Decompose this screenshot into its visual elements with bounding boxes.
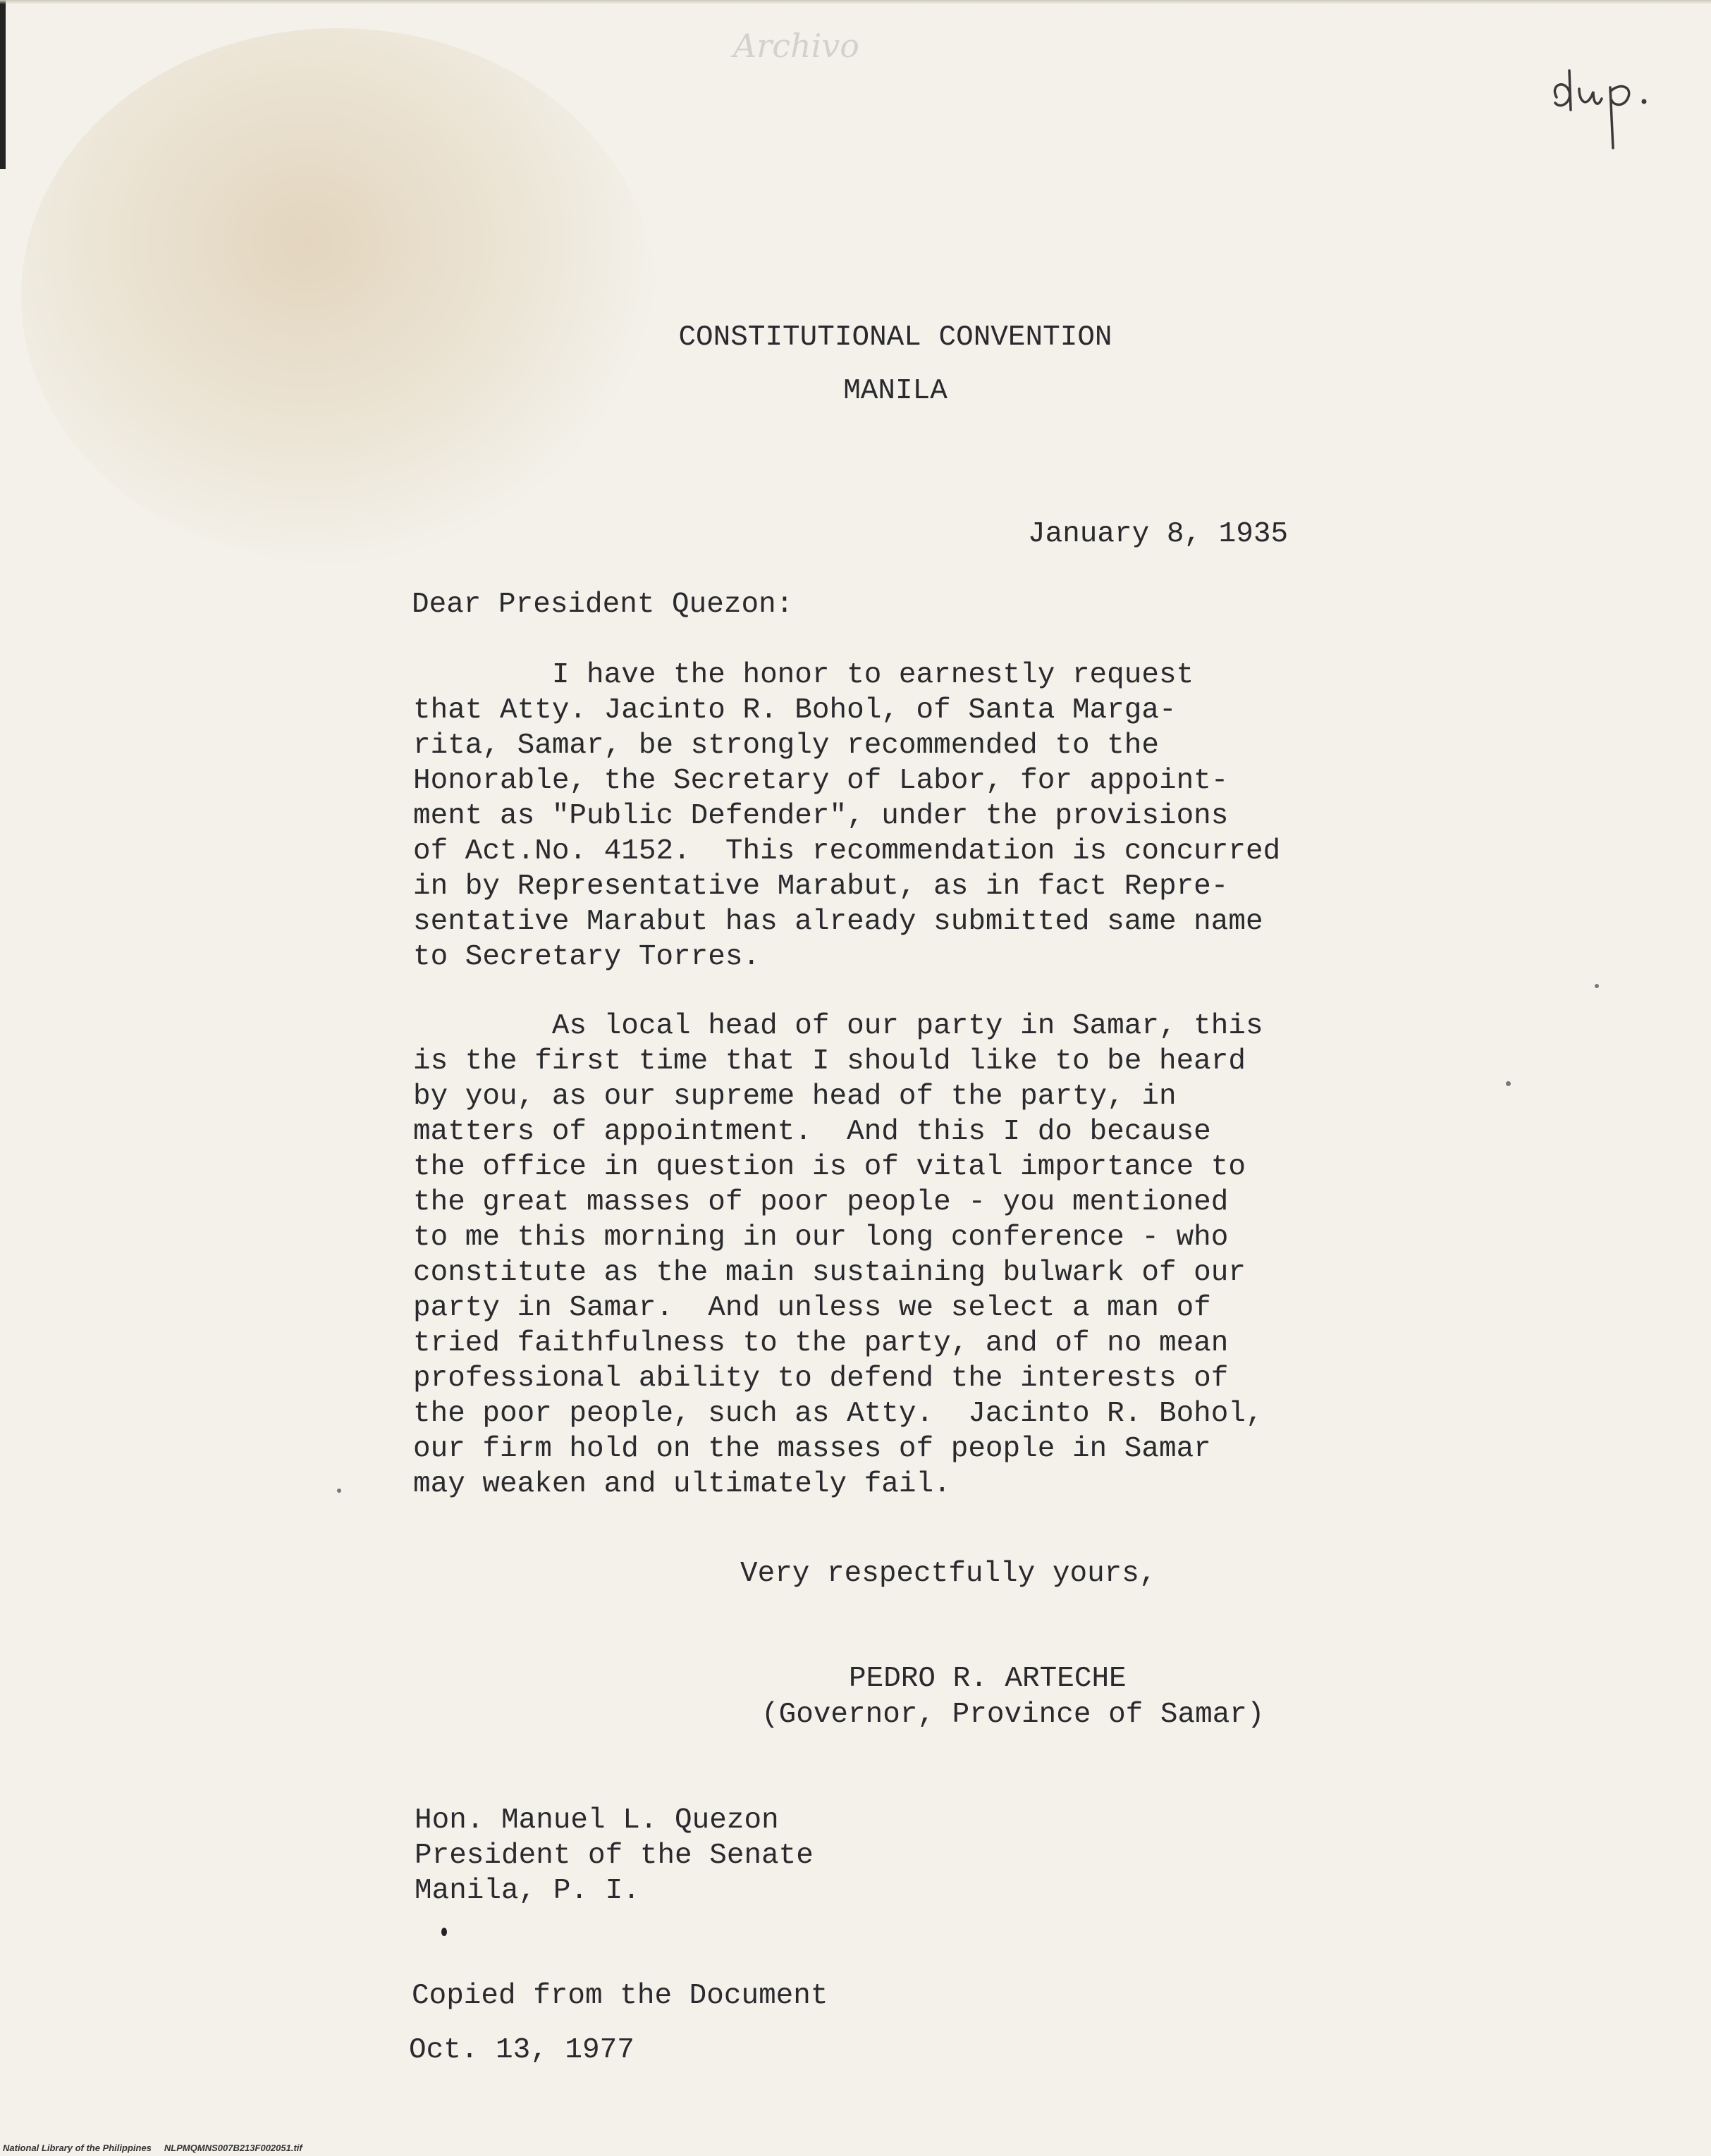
paragraph-line: rita, Samar, be strongly recommended to the: [413, 729, 1159, 762]
signature-name: PEDRO R. ARTECHE: [849, 1663, 1127, 1695]
ink-speck: [337, 1489, 341, 1493]
paragraph-line: by you, as our supreme head of the party, in: [413, 1080, 1177, 1113]
paragraph-line: ment as "Public Defender", under the provisions: [413, 800, 1229, 832]
archive-footer: [3, 2143, 496, 2154]
recipient-line-3: Manila, P. I.: [415, 1875, 640, 1907]
paragraph-line: sentative Marabut has already submitted same name: [413, 906, 1263, 938]
salutation: Dear President Quezon:: [412, 589, 794, 621]
paragraph-line: to me this morning in our long conference - who: [413, 1221, 1229, 1254]
footer-library: National Library of the Philippines: [3, 2143, 152, 2153]
recipient-line-2: President of the Senate: [415, 1840, 814, 1872]
paragraph-line: is the first time that I should like to be heard: [413, 1045, 1246, 1078]
scan-edge: [0, 0, 6, 169]
paragraph-line: professional ability to defend the interests of: [413, 1362, 1229, 1395]
closing: Very respectfully yours,: [740, 1558, 1157, 1590]
recipient-line-1: Hon. Manuel L. Quezon: [415, 1804, 779, 1837]
ink-speck: [441, 1928, 447, 1936]
paragraph-line: of Act.No. 4152. This recommendation is concurred: [413, 835, 1281, 868]
copy-note-line-1: Copied from the Document: [412, 1980, 828, 2012]
letter-date: January 8, 1935: [1028, 518, 1289, 550]
paragraph-line: constitute as the main sustaining bulwark of our: [413, 1257, 1246, 1289]
signature-title: (Governor, Province of Samar): [761, 1699, 1265, 1731]
paragraph-line: to Secretary Torres.: [413, 941, 761, 973]
handwritten-dup-annotation: [1537, 42, 1664, 155]
paragraph-2: [413, 1009, 1358, 1502]
letterhead-line-1: CONSTITUTIONAL CONVENTION: [678, 321, 1112, 354]
ink-speck: [1595, 984, 1599, 988]
paragraph-line: our firm hold on the masses of people in Samar: [413, 1433, 1211, 1465]
copy-note-line-2: Oct. 13, 1977: [409, 2034, 634, 2066]
paragraph-line: matters of appointment. And this I do because: [413, 1116, 1211, 1148]
paragraph-line: I have the honor to earnestly request: [413, 659, 1194, 691]
letterhead-line-2: MANILA: [843, 375, 948, 407]
paragraph-line: As local head of our party in Samar, this: [413, 1010, 1263, 1042]
ink-speck: [1506, 1081, 1511, 1086]
scan-top-edge: [0, 0, 1711, 4]
paragraph-line: the great masses of poor people - you mentioned: [413, 1186, 1229, 1219]
paragraph-line: the poor people, such as Atty. Jacinto R. Bohol,: [413, 1398, 1263, 1430]
paragraph-line: the office in question is of vital importance to: [413, 1151, 1246, 1183]
water-stain: [21, 28, 656, 564]
paragraph-line: may weaken and ultimately fail.: [413, 1468, 951, 1501]
paragraph-line: party in Samar. And unless we select a man of: [413, 1292, 1211, 1324]
paragraph-1: [413, 658, 1358, 975]
paragraph-line: tried faithfulness to the party, and of no mean: [413, 1327, 1229, 1360]
faint-bleed-through: Archivo: [733, 27, 859, 65]
paragraph-line: that Atty. Jacinto R. Bohol, of Santa Marga-: [413, 694, 1177, 727]
footer-file: NLPMQMNS007B213F002051.tif: [164, 2143, 302, 2153]
paragraph-line: in by Representative Marabut, as in fact Repre-: [413, 870, 1229, 903]
paragraph-line: Honorable, the Secretary of Labor, for appoint-: [413, 765, 1229, 797]
